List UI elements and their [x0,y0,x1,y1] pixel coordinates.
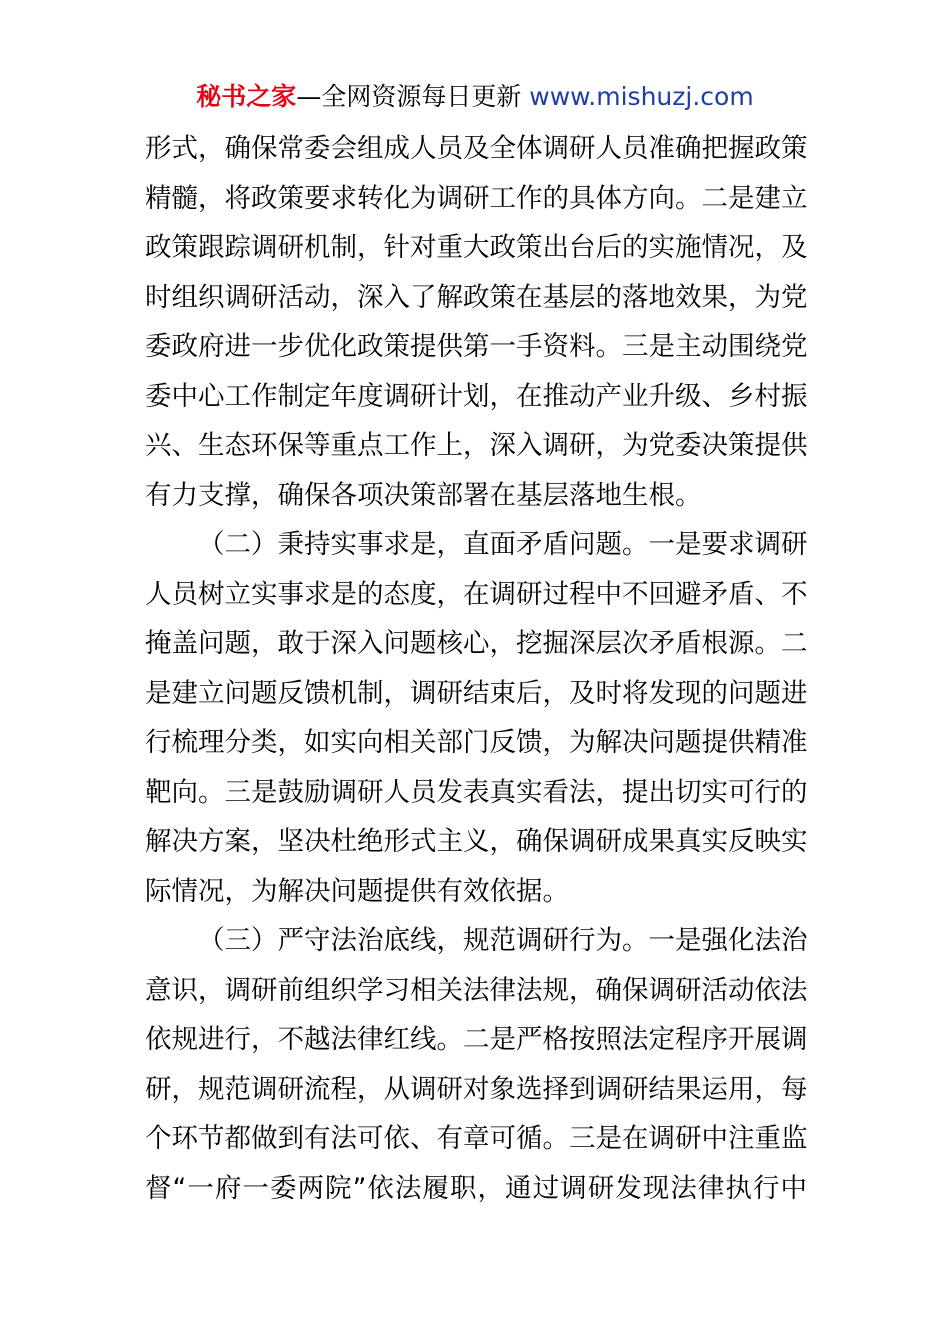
text-line: 有力支撑，确保各项决策部署在基层落地生根。 [145,479,702,511]
text-line: 际情况，为解决问题提供有效依据。 [145,875,569,907]
text-line: 兴、生态环保等重点工作上，深入调研，为党委决策提供 [145,430,807,461]
text-line: 是建立问题反馈机制，调研结束后，及时将发现的问题进 [145,677,807,709]
text-line: 委政府进一步优化政策提供第一手资料。三是主动围绕党 [145,331,807,362]
text-line: 人员树立实事求是的态度，在调研过程中不回避矛盾、不 [145,578,807,610]
text-line: 政策跟踪调研机制，针对重大政策出台后的实施情况，及 [145,232,807,263]
text-line: 个环节都做到有法可依、有章可循。三是在调研中注重监 [145,1123,807,1154]
text-line: 研，规范调研流程，从调研对象选择到调研结果运用，每 [145,1073,807,1105]
text-line: （二）秉持实事求是，直面矛盾问题。一是要求调研 [198,529,807,560]
text-line: （三）严守法治底线，规范调研行为。一是强化法治 [198,925,807,956]
header-tagline: —全网资源每日更新 [296,82,530,111]
brand-name: 秘书之家 [196,82,297,111]
document-body [145,124,807,1213]
site-url-link[interactable]: www.mishuzj.com [529,82,754,111]
text-line: 行梳理分类，如实向相关部门反馈，为解决问题提供精准 [145,727,807,758]
text-line: 依规进行，不越法律红线。二是严格按照法定程序开展调 [145,1024,807,1055]
text-line: 靶向。三是鼓励调研人员发表真实看法，提出切实可行的 [145,776,807,808]
text-line: 委中心工作制定年度调研计划，在推动产业升级、乡村振 [145,380,807,412]
text-line: 意识，调研前组织学习相关法律法规，确保调研活动依法 [145,974,807,1006]
text-line: 形式，确保常委会组成人员及全体调研人员准确把握政策 [145,133,807,164]
text-line: 精髓，将政策要求转化为调研工作的具体方向。二是建立 [145,182,807,214]
text-line: 掩盖问题，敢于深入问题核心，挖掘深层次矛盾根源。二 [145,628,807,659]
text-line: 时组织调研活动，深入了解政策在基层的落地效果，为党 [145,281,807,313]
text-line: 督“一府一委两院”依法履职，通过调研发现法律执行中 [145,1172,807,1204]
text-line: 解决方案，坚决杜绝形式主义，确保调研成果真实反映实 [145,826,807,857]
page-header [0,80,950,114]
